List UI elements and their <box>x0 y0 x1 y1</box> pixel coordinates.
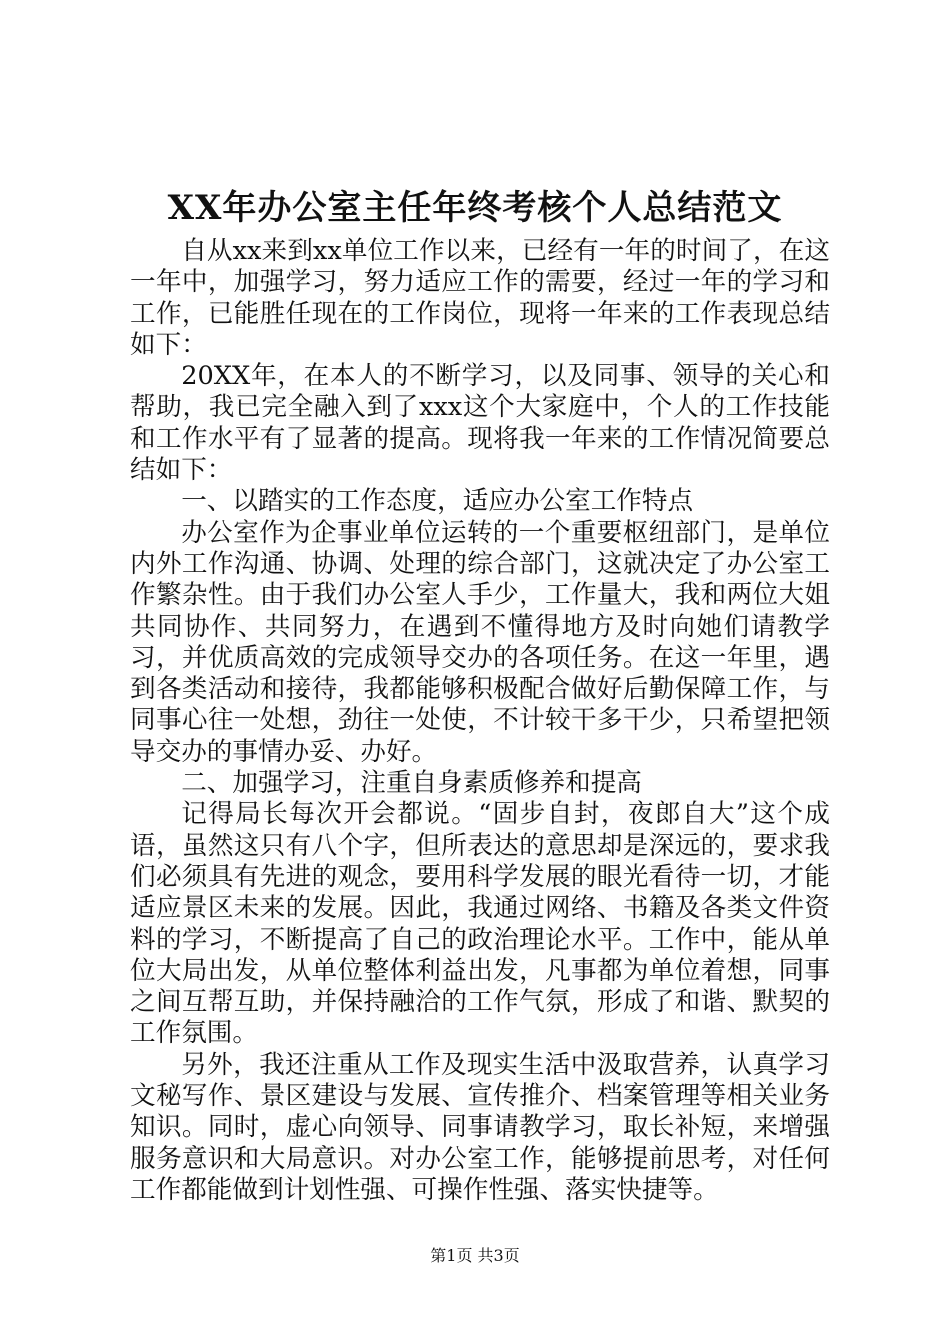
document-body <box>130 236 830 1206</box>
page-number-footer: 第1页 共3页 <box>430 1246 520 1265</box>
paragraph-section-2: 记得局长每次开会都说。“固步自封，夜郎自大”这个成语，虽然这只有八个字，但所表达的意思却是深远的，要求我们必须具有先进的观念，要用科学发展的眼光看待一切，才能适应景区未来的发展。因此，我通过网络、书籍及各类文件资料的学习，不断提高了自己的政治理论水平。工作中，能从单位大局出发，从单位整体利益出发，凡事都为单位着想，同事之间互帮互助，并保持融洽的工作气氛，形成了和谐、默契的工作氛围。 <box>130 799 830 1049</box>
document-title: XX年办公室主任年终考核个人总结范文 <box>167 188 783 228</box>
paragraph-intro: 自从xx来到xx单位工作以来，已经有一年的时间了，在这一年中，加强学习，努力适应工作的需要，经过一年的学习和工作，已能胜任现在的工作岗位，现将一年来的工作表现总结如下： <box>130 236 830 360</box>
section-heading-1: 一、以踏实的工作态度，适应办公室工作特点 <box>181 486 694 517</box>
section-heading-2: 二、加强学习，注重自身素质修养和提高 <box>181 768 642 799</box>
paragraph-section-1: 办公室作为企事业单位运转的一个重要枢纽部门，是单位内外工作沟通、协调、处理的综合部门，这就决定了办公室工作繁杂性。由于我们办公室人手少，工作量大，我和两位大姐共同协作、共同努力，在遇到不懂得地方及时向她们请教学习，并优质高效的完成领导交办的各项任务。在这一年里，遇到各类活动和接待，我都能够积极配合做好后勤保障工作，与同事心往一处想，劲往一处使，不计较干多干少，只希望把领导交办的事情办妥、办好。 <box>130 517 830 767</box>
paragraph-overview: 20XX年，在本人的不断学习，以及同事、领导的关心和帮助，我已完全融入到了xxx这个大家庭中，个人的工作技能和工作水平有了显著的提高。现将我一年来的工作情况简要总结如下： <box>130 361 830 486</box>
paragraph-section-2-extra: 另外，我还注重从工作及现实生活中汲取营养，认真学习文秘写作、景区建设与发展、宣传推介、档案管理等相关业务知识。同时，虚心向领导、同事请教学习，取长补短，来增强服务意识和大局意识。对办公室工作，能够提前思考，对任何工作都能做到计划性强、可操作性强、落实快捷等。 <box>130 1049 830 1205</box>
